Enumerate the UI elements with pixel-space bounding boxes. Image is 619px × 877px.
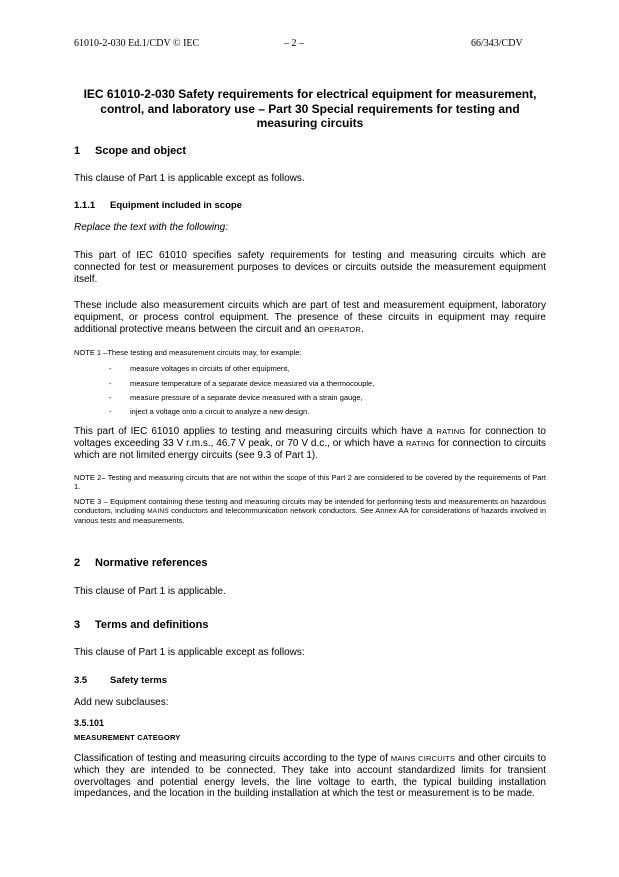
- note-2: NOTE 2– Testing and measuring circuits that are not within the scope of this Part 2 are considered to be covered by the requirements of Part 1.: [74, 473, 546, 491]
- section-1-heading: [74, 145, 546, 157]
- list-item: [109, 379, 374, 388]
- text-run: conductors and telecommunication network conductors. See Annex AA for considerations of hazards involved in various tests and measurements.: [74, 506, 546, 525]
- defined-term: OPERATOR: [318, 324, 362, 334]
- subsection-number: 3.5: [74, 675, 88, 686]
- list-item: [109, 393, 363, 402]
- section-3-heading: [74, 619, 546, 631]
- text-run: This part of IEC 61010 applies to testing and measuring circuits which have a: [74, 426, 437, 437]
- section-2-text: This clause of Part 1 is applicable.: [74, 586, 226, 597]
- list-item-text: inject a voltage onto a circuit to analyze a new design.: [130, 407, 310, 416]
- section-title: Normative references: [95, 557, 208, 569]
- term-number: 3.5.101: [74, 718, 105, 728]
- text-run: These include also measurement circuits which are part of test and measurement equipment, laboratory equipment, or process control equipment. The presence of these circuits in equipment may require additional protective means between the circuit and an: [74, 300, 546, 335]
- scope-paragraph-1: This part of IEC 61010 specifies safety requirements for testing and measuring circuits which are connected for test or measurement purposes to devices or circuits outside the measurement equipment itself.: [74, 250, 546, 285]
- subsection-title: Equipment included in scope: [110, 200, 242, 211]
- subsection-3-5-heading: [74, 675, 546, 686]
- text-run: for connection to circuits which are not limited energy circuits (see 9.3 of Part 1).: [74, 437, 547, 461]
- section-number: 1: [74, 145, 81, 157]
- text-run: and other circuits to which they are intended to be connected. They take into account standardized limits for transient overvoltages and potential energy levels, the line voltage to earth, the typical building installation impedances, and the location in the building installation at which the test or measurement is to be made.: [74, 753, 547, 800]
- header-page-number: – 2 –: [284, 38, 304, 49]
- text-run: for connection to voltages exceeding 33 V r.m.s., 46.7 V peak, or 70 V d.c., or which have a: [74, 426, 546, 449]
- subsection-number: 1.1.1: [74, 200, 96, 211]
- header-doc-ref: 66/343/CDV: [471, 38, 523, 49]
- note-3: [74, 497, 546, 525]
- header-doc-id: 61010-2-030 Ed.1/CDV © IEC: [74, 38, 200, 49]
- defined-term: MAINS CIRCUITS: [390, 754, 456, 763]
- document-title: IEC 61010-2-030 Safety requirements for electrical equipment for measurement, control, and laboratory use – Part 30 Special requirements for testing and measuring circuits: [83, 87, 537, 130]
- text-run: .: [361, 323, 364, 335]
- text-run: Classification of testing and measuring circuits according to the type of: [74, 753, 391, 764]
- text-run: NOTE 3 – Equipment containing these testing and measuring circuits may be intended for performing tests and measurements on hazardous conductors, including: [74, 497, 546, 515]
- defined-term: MAINS: [147, 508, 169, 515]
- section-1-intro: This clause of Part 1 is applicable except as follows.: [74, 173, 305, 184]
- section-title: Terms and definitions: [95, 619, 209, 631]
- add-instruction: Add new subclauses:: [74, 697, 169, 708]
- subsection-title: Safety terms: [110, 675, 168, 686]
- list-item-text: measure temperature of a separate device measured via a thermocouple,: [130, 379, 375, 388]
- section-3-text: This clause of Part 1 is applicable except as follows:: [74, 647, 305, 658]
- list-item-text: measure pressure of a separate device measured with a strain gauge,: [130, 393, 363, 402]
- note-1: NOTE 1 –These testing and measurement circuits may, for example:: [74, 348, 302, 357]
- replace-instruction: Replace the text with the following:: [74, 222, 228, 233]
- subsection-1-1-1-heading: [74, 200, 546, 211]
- scope-paragraph-2: [74, 300, 546, 335]
- defined-term: RATING: [436, 427, 466, 436]
- section-title: Scope and object: [95, 145, 187, 157]
- list-item: [109, 364, 289, 373]
- section-2-heading: [74, 557, 546, 569]
- section-number: 2: [74, 557, 81, 569]
- list-dash: -: [109, 379, 112, 388]
- scope-paragraph-3: [74, 426, 546, 461]
- list-dash: -: [109, 407, 112, 416]
- term-definition: [74, 753, 546, 800]
- defined-term: RATING: [405, 438, 435, 448]
- list-dash: -: [109, 393, 112, 402]
- list-dash: -: [109, 364, 112, 373]
- term-name: MEASUREMENT CATEGORY: [74, 733, 181, 742]
- section-number: 3: [74, 619, 81, 631]
- list-item-text: measure voltages in circuits of other equipment,: [130, 364, 290, 373]
- list-item: [109, 407, 309, 416]
